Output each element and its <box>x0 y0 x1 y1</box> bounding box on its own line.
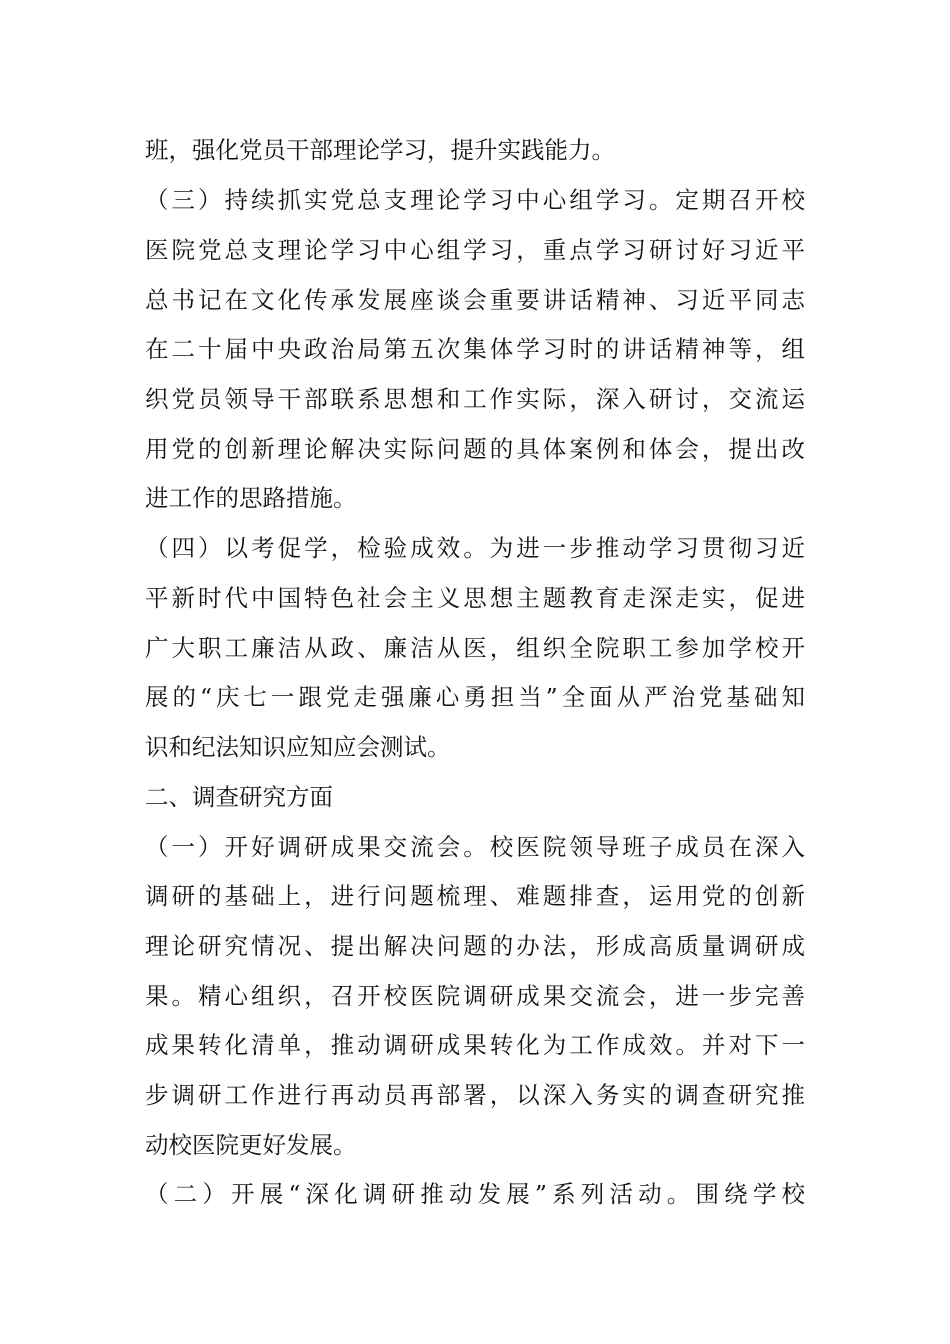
text-line: 理论研究情况、提出解决问题的办法，形成高质量调研成 <box>145 932 805 960</box>
text-line: 医院党总支理论学习中心组学习，重点学习研讨好习近平 <box>145 236 805 264</box>
text-line: 进工作的思路措施。 <box>145 484 357 512</box>
section-heading: 二、调查研究方面 <box>145 783 333 811</box>
text-line: 动校医院更好发展。 <box>145 1131 357 1159</box>
text-line: 班，强化党员干部理论学习，提升实践能力。 <box>145 136 615 164</box>
text-line: 果。精心组织，召开校医院调研成果交流会，进一步完善 <box>145 982 805 1010</box>
text-line: 步调研工作进行再动员再部署，以深入务实的调查研究推 <box>145 1081 805 1109</box>
text-line: 广大职工廉洁从政、廉洁从医，组织全院职工参加学校开 <box>145 634 805 662</box>
text-line: 调研的基础上，进行问题梳理、难题排查，运用党的创新 <box>145 882 805 910</box>
text-line: （二）开展“深化调研推动发展”系列活动。围绕学校 <box>145 1180 805 1208</box>
text-line: 在二十届中央政治局第五次集体学习时的讲话精神等，组 <box>145 335 805 363</box>
text-line: （四）以考促学，检验成效。为进一步推动学习贯彻习近 <box>145 534 805 562</box>
text-line: 总书记在文化传承发展座谈会重要讲话精神、习近平同志 <box>145 286 805 314</box>
text-line: 展的“庆七一跟党走强廉心勇担当”全面从严治党基础知 <box>145 683 805 711</box>
text-line: （三）持续抓实党总支理论学习中心组学习。定期召开校 <box>145 186 805 214</box>
text-line: 平新时代中国特色社会主义思想主题教育走深走实，促进 <box>145 584 805 612</box>
text-line: 织党员领导干部联系思想和工作实际，深入研讨，交流运 <box>145 385 805 413</box>
text-line: 识和纪法知识应知应会测试。 <box>145 733 451 761</box>
text-line: （一）开好调研成果交流会。校医院领导班子成员在深入 <box>145 833 805 861</box>
text-line: 用党的创新理论解决实际问题的具体案例和体会，提出改 <box>145 435 805 463</box>
text-line: 成果转化清单，推动调研成果转化为工作成效。并对下一 <box>145 1031 805 1059</box>
